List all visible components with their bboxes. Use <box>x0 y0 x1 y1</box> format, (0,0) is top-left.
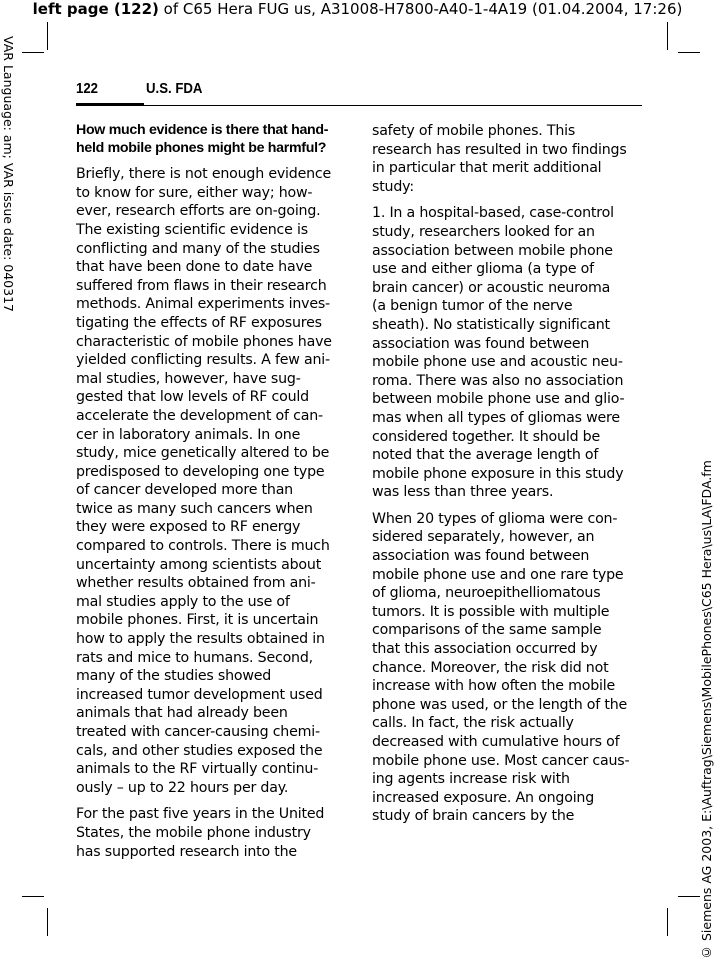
text-line: study of brain cancers by the <box>372 808 575 825</box>
text-line: between mobile phone use and glio- <box>372 391 625 408</box>
text-line: animals that had already been <box>76 705 288 722</box>
text-line: characteristic of mobile phones have <box>76 333 332 350</box>
text-line: calls. In fact, the risk actually <box>372 715 574 732</box>
paragraph <box>372 510 647 826</box>
text-line: safety of mobile phones. This <box>372 123 576 139</box>
text-line: considered together. It should be <box>372 428 601 445</box>
text-line: held mobile phones might be harmful? <box>76 139 327 156</box>
text-line: ously – up to 22 hours per day. <box>76 779 289 796</box>
text-line: mobile phone use. Most cancer caus- <box>372 752 630 769</box>
text-line: association was found between <box>372 335 590 352</box>
header-rule <box>76 105 642 106</box>
print-info-line <box>0 0 715 18</box>
crop-mark <box>667 908 668 936</box>
text-line: How much evidence is there that hand- <box>76 122 329 138</box>
text-line: whether results obtained from ani- <box>76 575 316 592</box>
question-heading <box>76 122 351 157</box>
text-line: gested that low levels of RF could <box>76 389 309 406</box>
text-line: increased tumor development used <box>76 686 323 703</box>
text-line: Briefly, there is not enough evidence <box>76 166 332 183</box>
text-line: cer in laboratory animals. In one <box>76 426 301 443</box>
text-line: 1. In a hospital-based, case-control <box>372 205 614 222</box>
text-line: (a benign tumor of the nerve <box>372 298 573 315</box>
text-line: of cancer developed more than <box>76 482 293 499</box>
crop-mark <box>47 908 48 936</box>
text-line: many of the studies showed <box>76 668 272 685</box>
crop-mark <box>22 896 44 897</box>
left-paragraphs <box>76 165 351 861</box>
paragraph <box>76 805 351 861</box>
text-line: treated with cancer-causing chemi- <box>76 724 320 740</box>
text-line: tigating the effects of RF exposures <box>76 314 322 331</box>
text-line: study, mice genetically altered to be <box>76 445 330 462</box>
text-line: mal studies apply to the use of <box>76 593 290 610</box>
text-line: chance. Moreover, the risk did not <box>372 659 609 676</box>
text-line: yielded conflicting results. A few ani- <box>76 352 330 369</box>
text-line: sidered separately, however, an <box>372 529 595 546</box>
right-column <box>372 122 647 834</box>
text-line: how to apply the results obtained in <box>76 631 325 648</box>
text-line: mobile phones. First, it is uncertain <box>76 612 319 629</box>
text-line: compared to controls. There is much <box>76 538 330 555</box>
text-line: mal studies, however, have sug- <box>76 370 301 387</box>
header-rule-accent <box>76 103 144 106</box>
text-line: roma. There was also no association <box>372 372 624 389</box>
text-line: comparisons of the same sample <box>372 622 602 639</box>
text-line: of glioma, neuroepithelliomatous <box>372 585 601 602</box>
print-info-page: left page (122) <box>32 0 159 18</box>
text-line: twice as many such cancers when <box>76 500 313 517</box>
text-line: noted that the average length of <box>372 447 599 464</box>
left-column <box>76 122 351 869</box>
text-line: association was found between <box>372 548 590 565</box>
text-line: in particular that merit additional <box>372 160 602 177</box>
crop-mark <box>667 22 668 50</box>
file-path-info: © Siemens AG 2003, E:\Auftrag\Siemens\MobilePhones\C65 Hera\us\LA\FDA.fm <box>699 460 714 960</box>
text-line: was less than three years. <box>372 484 554 501</box>
text-line: animals to the RF virtually continu- <box>76 761 319 778</box>
text-line: that this association occurred by <box>372 641 598 658</box>
page-header <box>76 80 642 108</box>
text-line: sheath). No statistically significant <box>372 316 610 333</box>
text-line: study: <box>372 178 414 195</box>
text-line: use and either glioma (a type of <box>372 261 594 278</box>
text-line: has supported research into the <box>76 843 297 860</box>
text-line: conflicting and many of the studies <box>76 240 320 257</box>
text-line: suffered from flaws in their research <box>76 277 327 294</box>
text-line: to know for sure, either way; how- <box>76 184 313 201</box>
text-line: predisposed to developing one type <box>76 463 325 480</box>
crop-mark <box>22 52 44 53</box>
crop-mark <box>47 22 48 50</box>
text-line: cals, and other studies exposed the <box>76 742 323 759</box>
text-line: For the past five years in the United <box>76 806 325 823</box>
text-line: mobile phone exposure in this study <box>372 465 624 482</box>
crop-mark <box>678 52 700 53</box>
text-line: States, the mobile phone industry <box>76 824 311 841</box>
text-line: When 20 types of glioma were con- <box>372 510 618 527</box>
print-info-details: of C65 Hera FUG us, A31008-H7800-A40-1-4A19 (01.04.2004, 17:26) <box>158 0 683 18</box>
text-line: tumors. It is possible with multiple <box>372 603 610 620</box>
page-number: 122 <box>76 80 99 97</box>
text-line: decreased with cumulative hours of <box>372 734 620 750</box>
section-title: U.S. FDA <box>146 80 203 97</box>
language-issue-info: VAR Language: am; VAR issue date: 040317 <box>1 36 16 312</box>
text-line: ever, research efforts are on-going. <box>76 203 321 220</box>
text-line: study, researchers looked for an <box>372 223 595 240</box>
text-line: methods. Animal experiments inves- <box>76 296 330 313</box>
text-line: increase with how often the mobile <box>372 678 616 695</box>
paragraph <box>76 165 351 797</box>
text-line: mobile phone use and acoustic neu- <box>372 354 623 371</box>
crop-mark <box>678 896 700 897</box>
text-line: brain cancer) or acoustic neuroma <box>372 279 611 296</box>
text-line: accelerate the development of can- <box>76 407 323 424</box>
paragraph <box>372 122 647 196</box>
text-line: mas when all types of gliomas were <box>372 409 620 426</box>
text-line: mobile phone use and one rare type <box>372 566 624 583</box>
right-paragraphs <box>372 122 647 826</box>
text-line: increased exposure. An ongoing <box>372 789 595 806</box>
text-line: they were exposed to RF energy <box>76 519 301 536</box>
text-line: phone was used, or the length of the <box>372 696 628 713</box>
text-line: association between mobile phone <box>372 242 613 259</box>
text-line: research has resulted in two findings <box>372 141 627 158</box>
text-line: rats and mice to humans. Second, <box>76 649 313 666</box>
text-line: The existing scientific evidence is <box>76 221 308 238</box>
text-line: that have been done to date have <box>76 259 313 276</box>
text-line: uncertainty among scientists about <box>76 556 322 573</box>
paragraph <box>372 204 647 502</box>
text-line: ing agents increase risk with <box>372 771 570 788</box>
